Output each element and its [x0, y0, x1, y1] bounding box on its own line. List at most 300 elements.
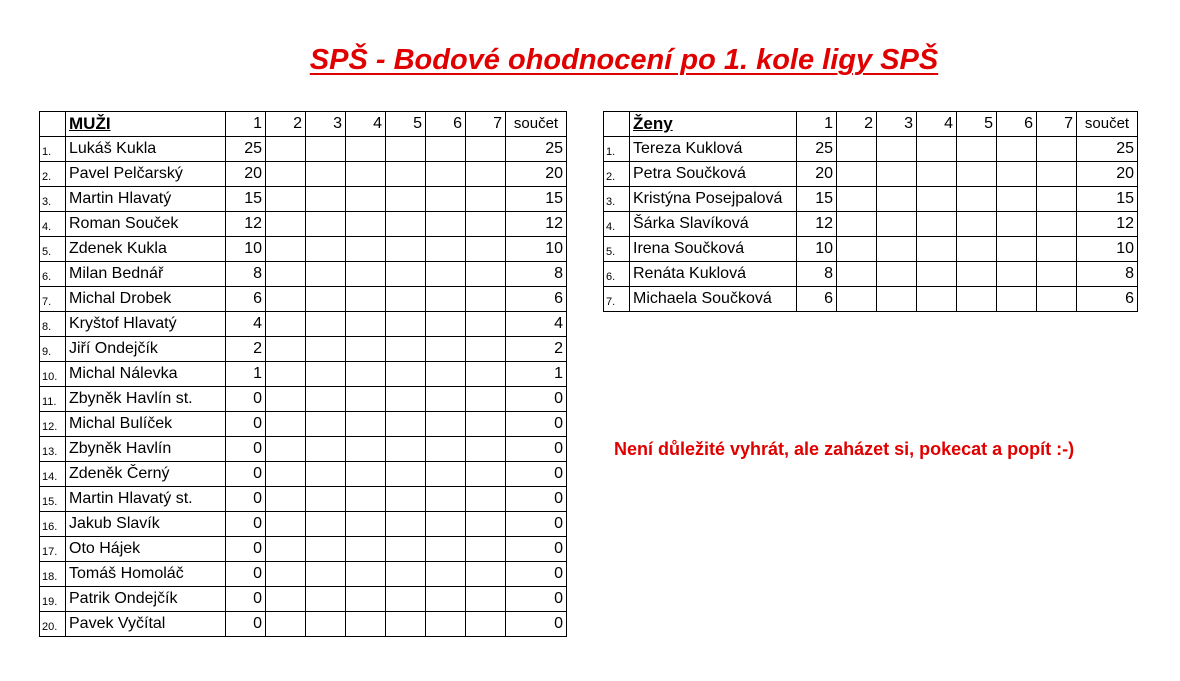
round-header-4: 4: [346, 112, 386, 137]
page-title: SPŠ - Bodové ohodnocení po 1. kole ligy SPŠ: [309, 44, 939, 76]
round-6-points: [426, 462, 466, 487]
total-points: 0: [506, 462, 567, 487]
table-row: [40, 287, 567, 312]
round-3-points: [877, 137, 917, 162]
rank-cell: 5.: [40, 237, 66, 262]
player-name: Lukáš Kukla: [66, 137, 226, 162]
table-row: [40, 412, 567, 437]
round-5-points: [386, 587, 426, 612]
player-name: Jakub Slavík: [66, 512, 226, 537]
round-6-points: [997, 137, 1037, 162]
men-score-table: [39, 111, 567, 637]
total-points: 12: [506, 212, 567, 237]
rank-cell: 4.: [40, 212, 66, 237]
player-name: Michal Drobek: [66, 287, 226, 312]
motto-text: Není důležité vyhrát, ale zaházet si, pokecat a popít :-): [614, 439, 1075, 459]
group-heading: MUŽI: [66, 112, 226, 137]
round-header-6: 6: [426, 112, 466, 137]
total-points: 20: [1077, 162, 1138, 187]
round-5-points: [386, 537, 426, 562]
round-4-points: [917, 287, 957, 312]
round-6-points: [426, 312, 466, 337]
round-3-points: [877, 287, 917, 312]
round-6-points: [426, 512, 466, 537]
table-row: [40, 187, 567, 212]
round-5-points: [957, 237, 997, 262]
round-5-points: [957, 212, 997, 237]
table-row: [604, 262, 1138, 287]
table-row: [40, 612, 567, 637]
round-6-points: [426, 537, 466, 562]
rank-cell: 16.: [40, 512, 66, 537]
rank-cell: 10.: [40, 362, 66, 387]
round-2-points: [266, 587, 306, 612]
round-4-points: [346, 162, 386, 187]
round-3-points: [306, 437, 346, 462]
round-7-points: [1037, 237, 1077, 262]
rank-cell: 2.: [604, 162, 630, 187]
rank-cell: 14.: [40, 462, 66, 487]
table-row: [40, 587, 567, 612]
table-row: [40, 237, 567, 262]
player-name: Milan Bednář: [66, 262, 226, 287]
round-7-points: [466, 587, 506, 612]
player-name: Kristýna Posejpalová: [630, 187, 797, 212]
table-row: [604, 237, 1138, 262]
round-header-4: 4: [917, 112, 957, 137]
table-row: [40, 462, 567, 487]
rank-cell: 6.: [604, 262, 630, 287]
round-2-points: [266, 487, 306, 512]
round-5-points: [957, 137, 997, 162]
round-1-points: 0: [226, 437, 266, 462]
total-points: 10: [506, 237, 567, 262]
round-1-points: 10: [797, 237, 837, 262]
round-3-points: [306, 362, 346, 387]
round-3-points: [306, 512, 346, 537]
round-1-points: 0: [226, 387, 266, 412]
round-4-points: [346, 562, 386, 587]
round-6-points: [426, 337, 466, 362]
round-4-points: [346, 387, 386, 412]
player-name: Zdenek Kukla: [66, 237, 226, 262]
player-name: Oto Hájek: [66, 537, 226, 562]
round-6-points: [426, 612, 466, 637]
round-6-points: [426, 437, 466, 462]
player-name: Irena Součková: [630, 237, 797, 262]
round-1-points: 8: [797, 262, 837, 287]
round-6-points: [426, 487, 466, 512]
round-5-points: [386, 412, 426, 437]
round-4-points: [346, 412, 386, 437]
round-2-points: [266, 612, 306, 637]
round-1-points: 20: [226, 162, 266, 187]
round-5-points: [386, 287, 426, 312]
round-4-points: [346, 137, 386, 162]
round-5-points: [957, 262, 997, 287]
rank-cell: 17.: [40, 537, 66, 562]
total-points: 12: [1077, 212, 1138, 237]
round-1-points: 12: [226, 212, 266, 237]
table-row: [40, 512, 567, 537]
round-5-points: [386, 512, 426, 537]
rank-cell: 4.: [604, 212, 630, 237]
total-points: 4: [506, 312, 567, 337]
round-3-points: [306, 587, 346, 612]
round-5-points: [957, 162, 997, 187]
round-3-points: [306, 462, 346, 487]
round-6-points: [426, 587, 466, 612]
sum-header: součet: [1077, 112, 1138, 137]
player-name: Zbyněk Havlín st.: [66, 387, 226, 412]
round-1-points: 0: [226, 537, 266, 562]
player-name: Tereza Kuklová: [630, 137, 797, 162]
round-header-2: 2: [266, 112, 306, 137]
total-points: 2: [506, 337, 567, 362]
round-header-1: 1: [226, 112, 266, 137]
round-7-points: [466, 362, 506, 387]
round-6-points: [997, 187, 1037, 212]
total-points: 0: [506, 387, 567, 412]
round-2-points: [266, 312, 306, 337]
player-name: Kryštof Hlavatý: [66, 312, 226, 337]
total-points: 0: [506, 412, 567, 437]
total-points: 15: [1077, 187, 1138, 212]
player-name: Pavek Vyčítal: [66, 612, 226, 637]
table-row: [40, 362, 567, 387]
round-header-5: 5: [386, 112, 426, 137]
round-header-2: 2: [837, 112, 877, 137]
round-header-7: 7: [1037, 112, 1077, 137]
table-row: [604, 187, 1138, 212]
total-points: 8: [506, 262, 567, 287]
table-row: [40, 387, 567, 412]
round-3-points: [306, 387, 346, 412]
round-1-points: 4: [226, 312, 266, 337]
table-row: [40, 137, 567, 162]
round-header-7: 7: [466, 112, 506, 137]
round-1-points: 25: [226, 137, 266, 162]
round-7-points: [466, 562, 506, 587]
round-3-points: [306, 137, 346, 162]
round-1-points: 25: [797, 137, 837, 162]
round-2-points: [266, 212, 306, 237]
round-3-points: [306, 262, 346, 287]
round-1-points: 6: [226, 287, 266, 312]
round-4-points: [917, 187, 957, 212]
round-2-points: [266, 237, 306, 262]
rank-cell: 11.: [40, 387, 66, 412]
player-name: Zbyněk Havlín: [66, 437, 226, 462]
round-2-points: [837, 237, 877, 262]
round-6-points: [997, 262, 1037, 287]
round-6-points: [426, 262, 466, 287]
rank-header-cell: [604, 112, 630, 137]
player-name: Zdeněk Černý: [66, 462, 226, 487]
round-1-points: 0: [226, 412, 266, 437]
group-heading: Ženy: [630, 112, 797, 137]
round-3-points: [306, 487, 346, 512]
rank-cell: 13.: [40, 437, 66, 462]
round-1-points: 0: [226, 487, 266, 512]
player-name: Martin Hlavatý: [66, 187, 226, 212]
round-5-points: [386, 137, 426, 162]
round-1-points: 0: [226, 612, 266, 637]
round-7-points: [1037, 212, 1077, 237]
round-2-points: [266, 562, 306, 587]
round-1-points: 0: [226, 462, 266, 487]
round-6-points: [997, 212, 1037, 237]
player-name: Patrik Ondejčík: [66, 587, 226, 612]
table-row: [40, 162, 567, 187]
round-3-points: [877, 162, 917, 187]
round-4-points: [346, 487, 386, 512]
round-4-points: [346, 212, 386, 237]
player-name: Šárka Slavíková: [630, 212, 797, 237]
player-name: Martin Hlavatý st.: [66, 487, 226, 512]
round-2-points: [266, 387, 306, 412]
round-2-points: [266, 512, 306, 537]
rank-cell: 6.: [40, 262, 66, 287]
total-points: 6: [1077, 287, 1138, 312]
round-3-points: [306, 212, 346, 237]
total-points: 0: [506, 437, 567, 462]
round-4-points: [346, 237, 386, 262]
round-4-points: [917, 162, 957, 187]
round-6-points: [426, 187, 466, 212]
round-5-points: [386, 562, 426, 587]
round-5-points: [386, 187, 426, 212]
player-name: Roman Souček: [66, 212, 226, 237]
round-5-points: [386, 162, 426, 187]
round-7-points: [466, 537, 506, 562]
table-row: [40, 562, 567, 587]
total-points: 25: [1077, 137, 1138, 162]
round-1-points: 6: [797, 287, 837, 312]
player-name: Michal Nálevka: [66, 362, 226, 387]
round-3-points: [306, 612, 346, 637]
round-2-points: [266, 537, 306, 562]
round-1-points: 0: [226, 562, 266, 587]
round-5-points: [386, 237, 426, 262]
rank-cell: 7.: [40, 287, 66, 312]
total-points: 0: [506, 487, 567, 512]
round-2-points: [837, 162, 877, 187]
total-points: 0: [506, 537, 567, 562]
round-3-points: [877, 212, 917, 237]
round-1-points: 1: [226, 362, 266, 387]
women-score-table: [603, 111, 1138, 312]
round-2-points: [266, 362, 306, 387]
player-name: Tomáš Homoláč: [66, 562, 226, 587]
table-row: [40, 212, 567, 237]
total-points: 0: [506, 587, 567, 612]
rank-cell: 1.: [604, 137, 630, 162]
table-row: [40, 337, 567, 362]
round-header-5: 5: [957, 112, 997, 137]
round-7-points: [466, 162, 506, 187]
round-4-points: [346, 262, 386, 287]
rank-header-cell: [40, 112, 66, 137]
table-row: [40, 537, 567, 562]
round-3-points: [306, 162, 346, 187]
round-7-points: [466, 287, 506, 312]
round-4-points: [346, 437, 386, 462]
table-row: [40, 437, 567, 462]
table-row: [604, 287, 1138, 312]
rank-cell: 3.: [604, 187, 630, 212]
round-3-points: [877, 262, 917, 287]
round-3-points: [306, 237, 346, 262]
round-7-points: [466, 612, 506, 637]
round-5-points: [386, 612, 426, 637]
round-7-points: [466, 262, 506, 287]
round-4-points: [346, 587, 386, 612]
header-row: [604, 112, 1138, 137]
round-1-points: 0: [226, 512, 266, 537]
round-6-points: [997, 237, 1037, 262]
rank-cell: 12.: [40, 412, 66, 437]
table-row: [40, 312, 567, 337]
round-4-points: [346, 512, 386, 537]
round-2-points: [837, 187, 877, 212]
round-7-points: [1037, 262, 1077, 287]
round-1-points: 0: [226, 587, 266, 612]
total-points: 0: [506, 512, 567, 537]
round-5-points: [386, 462, 426, 487]
rank-cell: 1.: [40, 137, 66, 162]
round-7-points: [466, 212, 506, 237]
header-row: [40, 112, 567, 137]
round-5-points: [386, 312, 426, 337]
round-2-points: [266, 462, 306, 487]
total-points: 20: [506, 162, 567, 187]
round-3-points: [306, 562, 346, 587]
round-2-points: [266, 187, 306, 212]
round-6-points: [997, 162, 1037, 187]
round-2-points: [837, 137, 877, 162]
round-5-points: [386, 212, 426, 237]
round-6-points: [426, 237, 466, 262]
total-points: 10: [1077, 237, 1138, 262]
table-row: [604, 162, 1138, 187]
round-2-points: [266, 287, 306, 312]
round-2-points: [266, 137, 306, 162]
round-6-points: [997, 287, 1037, 312]
rank-cell: 5.: [604, 237, 630, 262]
round-5-points: [386, 437, 426, 462]
round-7-points: [466, 387, 506, 412]
round-5-points: [386, 362, 426, 387]
round-7-points: [466, 487, 506, 512]
round-7-points: [1037, 287, 1077, 312]
round-5-points: [957, 187, 997, 212]
player-name: Jiří Ondejčík: [66, 337, 226, 362]
round-1-points: 20: [797, 162, 837, 187]
round-7-points: [466, 187, 506, 212]
table-row: [40, 262, 567, 287]
round-4-points: [346, 612, 386, 637]
round-2-points: [837, 262, 877, 287]
round-3-points: [306, 537, 346, 562]
round-3-points: [306, 287, 346, 312]
round-3-points: [306, 412, 346, 437]
player-name: Petra Součková: [630, 162, 797, 187]
player-name: Renáta Kuklová: [630, 262, 797, 287]
total-points: 25: [506, 137, 567, 162]
rank-cell: 20.: [40, 612, 66, 637]
round-4-points: [917, 137, 957, 162]
round-3-points: [306, 187, 346, 212]
round-3-points: [877, 187, 917, 212]
round-7-points: [466, 512, 506, 537]
round-6-points: [426, 362, 466, 387]
round-2-points: [266, 412, 306, 437]
round-7-points: [466, 237, 506, 262]
round-7-points: [1037, 187, 1077, 212]
round-6-points: [426, 387, 466, 412]
round-1-points: 15: [226, 187, 266, 212]
round-5-points: [386, 337, 426, 362]
round-7-points: [466, 137, 506, 162]
round-1-points: 15: [797, 187, 837, 212]
round-7-points: [466, 462, 506, 487]
total-points: 1: [506, 362, 567, 387]
round-1-points: 8: [226, 262, 266, 287]
total-points: 15: [506, 187, 567, 212]
round-4-points: [917, 237, 957, 262]
table-row: [604, 137, 1138, 162]
round-4-points: [917, 212, 957, 237]
player-name: Michal Bulíček: [66, 412, 226, 437]
total-points: 6: [506, 287, 567, 312]
round-6-points: [426, 162, 466, 187]
round-header-1: 1: [797, 112, 837, 137]
round-3-points: [877, 237, 917, 262]
round-6-points: [426, 412, 466, 437]
round-header-3: 3: [877, 112, 917, 137]
round-5-points: [386, 487, 426, 512]
round-7-points: [466, 312, 506, 337]
round-5-points: [386, 262, 426, 287]
rank-cell: 3.: [40, 187, 66, 212]
round-1-points: 2: [226, 337, 266, 362]
round-2-points: [266, 162, 306, 187]
round-4-points: [917, 262, 957, 287]
rank-cell: 8.: [40, 312, 66, 337]
round-7-points: [466, 412, 506, 437]
round-4-points: [346, 312, 386, 337]
round-4-points: [346, 537, 386, 562]
round-5-points: [957, 287, 997, 312]
round-4-points: [346, 362, 386, 387]
round-6-points: [426, 137, 466, 162]
round-3-points: [306, 337, 346, 362]
round-1-points: 10: [226, 237, 266, 262]
rank-cell: 9.: [40, 337, 66, 362]
round-2-points: [837, 212, 877, 237]
round-3-points: [306, 312, 346, 337]
round-4-points: [346, 287, 386, 312]
player-name: Michaela Součková: [630, 287, 797, 312]
total-points: 0: [506, 612, 567, 637]
table-row: [40, 487, 567, 512]
round-2-points: [266, 262, 306, 287]
round-7-points: [466, 337, 506, 362]
round-7-points: [466, 437, 506, 462]
round-1-points: 12: [797, 212, 837, 237]
rank-cell: 2.: [40, 162, 66, 187]
